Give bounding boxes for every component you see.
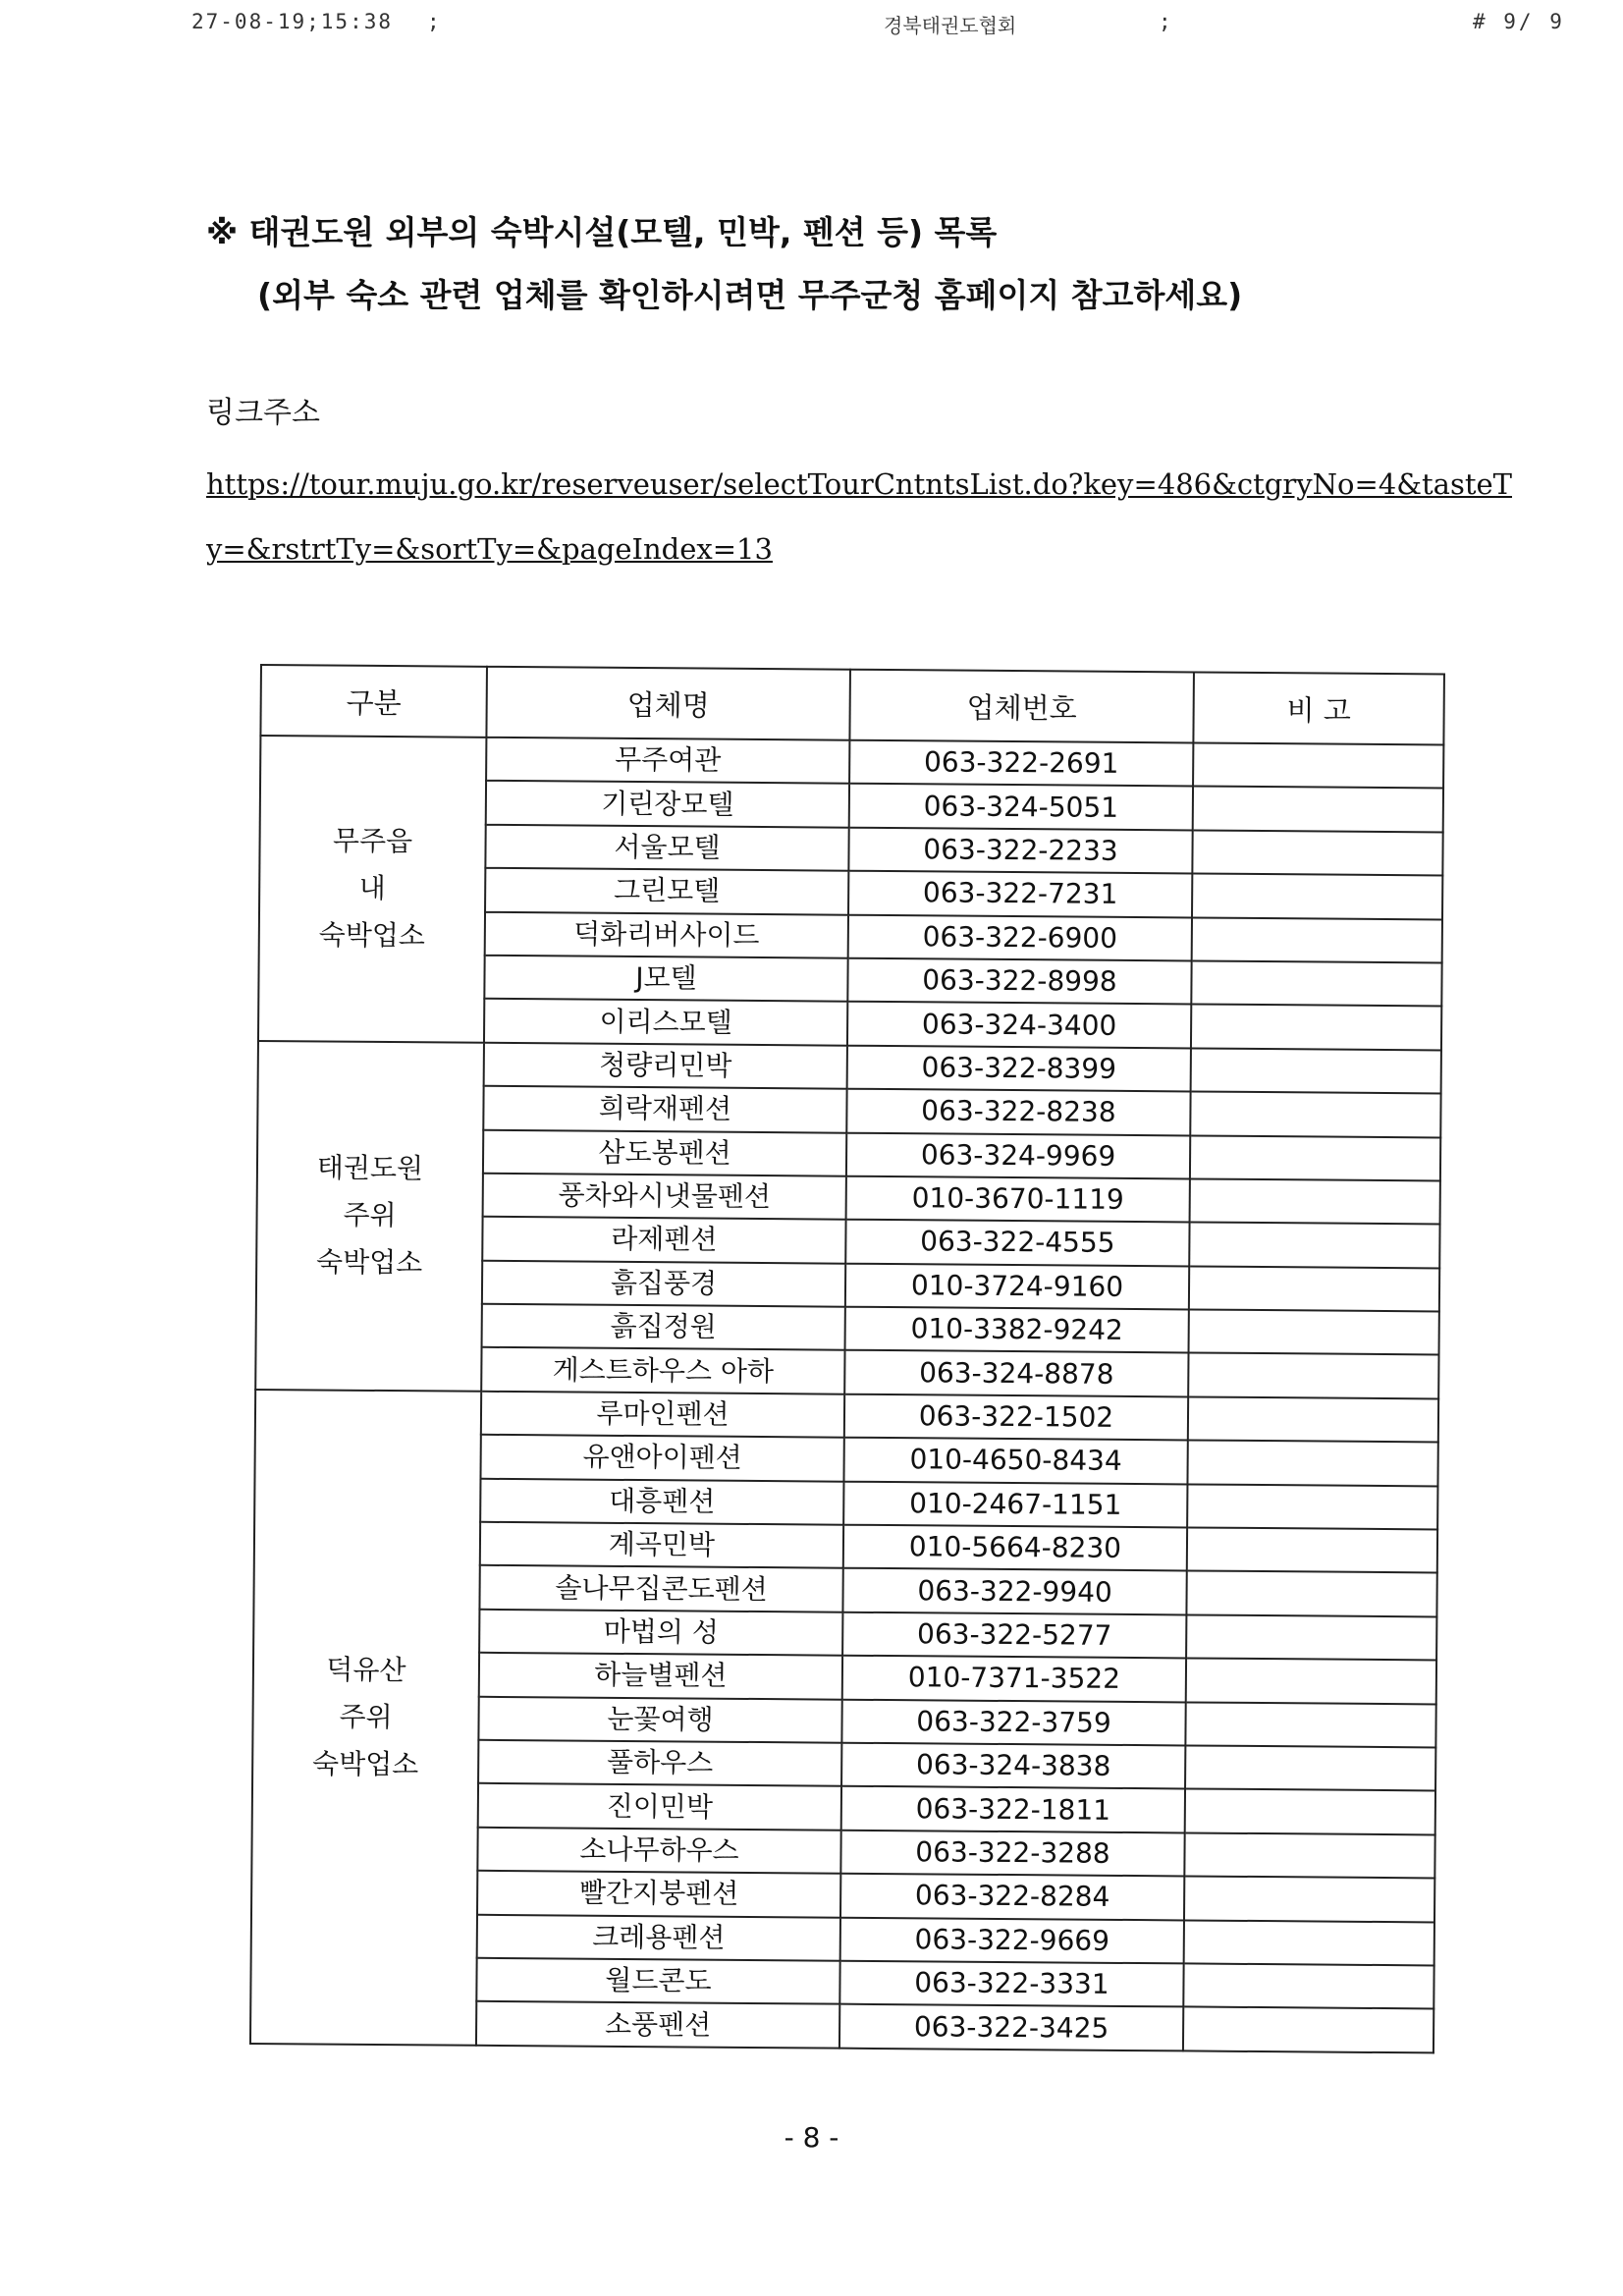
business-phone-cell: 063-324-3838 bbox=[841, 1743, 1185, 1789]
business-name-cell: 삼도봉펜션 bbox=[483, 1129, 846, 1175]
business-name-cell: 빨간지붕펜션 bbox=[477, 1871, 840, 1917]
tour-link-url[interactable]: https://tour.muju.go.kr/reserveuser/selectTourCntntsList.do?key=486&ctgryNo=4&tasteTy=&rstrtTy=&sortTy=&pageIndex=13 bbox=[206, 467, 1512, 566]
heading-line-1: ※ 태권도원 외부의 숙박시설(모텔, 민박, 펜션 등) 목록 bbox=[206, 213, 998, 251]
header-business-name: 업체명 bbox=[486, 667, 850, 740]
table-row bbox=[260, 736, 1443, 789]
business-phone-cell: 010-3382-9242 bbox=[845, 1307, 1189, 1353]
business-phone-cell: 063-322-3288 bbox=[840, 1830, 1184, 1876]
remarks-cell bbox=[1189, 1223, 1439, 1268]
remarks-cell bbox=[1189, 1266, 1439, 1311]
remarks-cell bbox=[1186, 1614, 1436, 1660]
page-number: - 8 - bbox=[784, 2121, 839, 2154]
business-phone-cell: 063-322-5277 bbox=[842, 1613, 1186, 1659]
business-phone-cell: 010-3670-1119 bbox=[846, 1176, 1190, 1223]
business-phone-cell: 010-7371-3522 bbox=[842, 1656, 1186, 1702]
remarks-cell bbox=[1188, 1396, 1438, 1442]
remarks-cell bbox=[1192, 917, 1442, 962]
business-name-cell: 서울모텔 bbox=[485, 825, 848, 871]
business-name-cell: 흙집정원 bbox=[482, 1304, 845, 1350]
remarks-cell bbox=[1193, 742, 1443, 788]
table-header bbox=[260, 665, 1444, 744]
remarks-cell bbox=[1187, 1484, 1437, 1529]
business-phone-cell: 063-324-3400 bbox=[847, 1002, 1191, 1048]
remarks-cell bbox=[1189, 1310, 1439, 1355]
header-category: 구분 bbox=[260, 665, 487, 738]
fax-page-count: # 9/ 9 bbox=[1473, 10, 1565, 33]
fax-sender: 경북태권도협회 bbox=[884, 14, 1017, 37]
business-phone-cell: 010-3724-9160 bbox=[845, 1263, 1189, 1309]
remarks-cell bbox=[1185, 1745, 1435, 1790]
remarks-cell bbox=[1187, 1441, 1437, 1486]
category-line: 숙박업소 bbox=[315, 1245, 423, 1280]
fax-header bbox=[0, 10, 1623, 59]
business-name-cell: 눈꽃여행 bbox=[478, 1696, 841, 1742]
remarks-cell bbox=[1184, 1920, 1434, 1965]
business-phone-cell: 063-322-3759 bbox=[841, 1699, 1185, 1745]
remarks-cell bbox=[1192, 830, 1442, 875]
business-name-cell: 루마인펜션 bbox=[481, 1392, 844, 1438]
business-name-cell: 풀하우스 bbox=[478, 1740, 841, 1786]
business-phone-cell: 063-324-5051 bbox=[849, 784, 1193, 830]
remarks-cell bbox=[1190, 1135, 1440, 1180]
business-phone-cell: 063-324-8878 bbox=[844, 1350, 1188, 1396]
category-line: 숙박업소 bbox=[311, 1747, 419, 1781]
document-heading bbox=[206, 201, 1242, 327]
business-phone-cell: 063-322-7231 bbox=[848, 871, 1192, 917]
category-line: 내 bbox=[358, 872, 386, 905]
remarks-cell bbox=[1184, 1877, 1434, 1922]
category-line: 주위 bbox=[343, 1198, 397, 1232]
business-phone-cell: 063-322-8238 bbox=[846, 1089, 1190, 1135]
heading-line-2: (외부 숙소 관련 업체를 확인하시려면 무주군청 홈페이지 참고하세요) bbox=[257, 276, 1243, 314]
remarks-cell bbox=[1186, 1659, 1436, 1704]
business-phone-cell: 063-322-8284 bbox=[840, 1874, 1184, 1920]
category-line: 덕유산 bbox=[326, 1653, 406, 1686]
table-body bbox=[250, 736, 1443, 2052]
business-phone-cell: 063-322-8399 bbox=[847, 1045, 1191, 1091]
business-name-cell: 크레용펜션 bbox=[477, 1914, 840, 1960]
fax-timestamp: 27-08-19;15:38 bbox=[191, 10, 394, 33]
table-row bbox=[258, 1041, 1441, 1094]
business-phone-cell: 063-322-2233 bbox=[848, 827, 1192, 873]
business-name-cell: 흙집풍경 bbox=[482, 1260, 845, 1306]
remarks-cell bbox=[1192, 874, 1442, 919]
business-name-cell: 기린장모텔 bbox=[486, 781, 849, 827]
business-name-cell: 유앤아이펜션 bbox=[480, 1435, 843, 1481]
business-phone-cell: 063-322-3331 bbox=[839, 1961, 1183, 2007]
header-remarks: 비 고 bbox=[1193, 672, 1444, 744]
category-line: 태권도원 bbox=[316, 1151, 424, 1185]
remarks-cell bbox=[1187, 1527, 1437, 1572]
business-phone-cell: 063-322-1811 bbox=[841, 1786, 1185, 1832]
category-cell bbox=[255, 1041, 484, 1392]
category-cell bbox=[250, 1390, 481, 2046]
remarks-cell bbox=[1191, 1005, 1441, 1050]
business-name-cell: 대흥펜션 bbox=[480, 1478, 843, 1524]
business-name-cell: 솔나무집콘도펜션 bbox=[479, 1565, 842, 1612]
business-name-cell: 하늘별펜션 bbox=[479, 1653, 842, 1699]
business-name-cell: 그린모텔 bbox=[485, 868, 848, 914]
header-business-phone: 업체번호 bbox=[849, 670, 1194, 743]
business-phone-cell: 063-322-9669 bbox=[840, 1917, 1184, 1963]
business-phone-cell: 063-322-6900 bbox=[848, 914, 1192, 960]
fax-separator: ; bbox=[1159, 10, 1171, 33]
remarks-cell bbox=[1185, 1702, 1435, 1747]
remarks-cell bbox=[1191, 1048, 1441, 1093]
remarks-cell bbox=[1184, 1832, 1434, 1878]
business-phone-cell: 063-322-8998 bbox=[847, 958, 1191, 1005]
category-line: 숙박업소 bbox=[318, 918, 426, 953]
remarks-cell bbox=[1193, 787, 1443, 832]
business-name-cell: 소풍펜션 bbox=[476, 2001, 839, 2048]
business-name-cell: 청량리민박 bbox=[484, 1043, 847, 1089]
category-line: 무주읍 bbox=[332, 824, 413, 858]
remarks-cell bbox=[1188, 1353, 1438, 1398]
business-phone-cell: 010-4650-8434 bbox=[843, 1438, 1187, 1484]
business-name-cell: 마법의 성 bbox=[479, 1610, 842, 1656]
business-phone-cell: 010-5664-8230 bbox=[843, 1525, 1187, 1571]
business-phone-cell: 063-324-9969 bbox=[846, 1132, 1190, 1178]
business-name-cell: 게스트하우스 아하 bbox=[481, 1347, 844, 1394]
business-name-cell: J모텔 bbox=[484, 956, 847, 1002]
remarks-cell bbox=[1191, 960, 1441, 1006]
business-phone-cell: 010-2467-1151 bbox=[843, 1481, 1187, 1527]
business-name-cell: 소나무하우스 bbox=[477, 1828, 840, 1874]
business-phone-cell: 063-322-3425 bbox=[839, 2004, 1183, 2050]
category-cell bbox=[258, 736, 486, 1043]
business-name-cell: 무주여관 bbox=[486, 738, 849, 784]
business-name-cell: 풍차와시냇물펜션 bbox=[483, 1174, 846, 1220]
business-phone-cell: 063-322-1502 bbox=[844, 1394, 1188, 1441]
link-label: 링크주소 bbox=[206, 396, 320, 430]
remarks-cell bbox=[1190, 1092, 1440, 1137]
remarks-cell bbox=[1186, 1571, 1436, 1616]
remarks-cell bbox=[1183, 2007, 1434, 2052]
business-name-cell: 계곡민박 bbox=[480, 1522, 843, 1568]
fax-separator: ; bbox=[427, 10, 440, 33]
table-row bbox=[255, 1390, 1438, 1443]
business-name-cell: 월드콘도 bbox=[476, 1958, 839, 2004]
business-phone-cell: 063-322-9940 bbox=[842, 1568, 1186, 1614]
business-name-cell: 라제펜션 bbox=[482, 1217, 845, 1263]
lodging-table bbox=[249, 664, 1445, 2053]
business-phone-cell: 063-322-4555 bbox=[845, 1220, 1189, 1266]
business-name-cell: 덕화리버사이드 bbox=[485, 911, 848, 957]
business-name-cell: 진이민박 bbox=[478, 1783, 841, 1830]
business-name-cell: 이리스모텔 bbox=[484, 999, 847, 1045]
remarks-cell bbox=[1190, 1178, 1440, 1224]
category-line: 주위 bbox=[339, 1700, 393, 1733]
business-phone-cell: 063-322-2691 bbox=[849, 740, 1193, 787]
remarks-cell bbox=[1183, 1963, 1434, 2008]
business-name-cell: 희락재펜션 bbox=[483, 1086, 846, 1132]
remarks-cell bbox=[1185, 1789, 1435, 1834]
